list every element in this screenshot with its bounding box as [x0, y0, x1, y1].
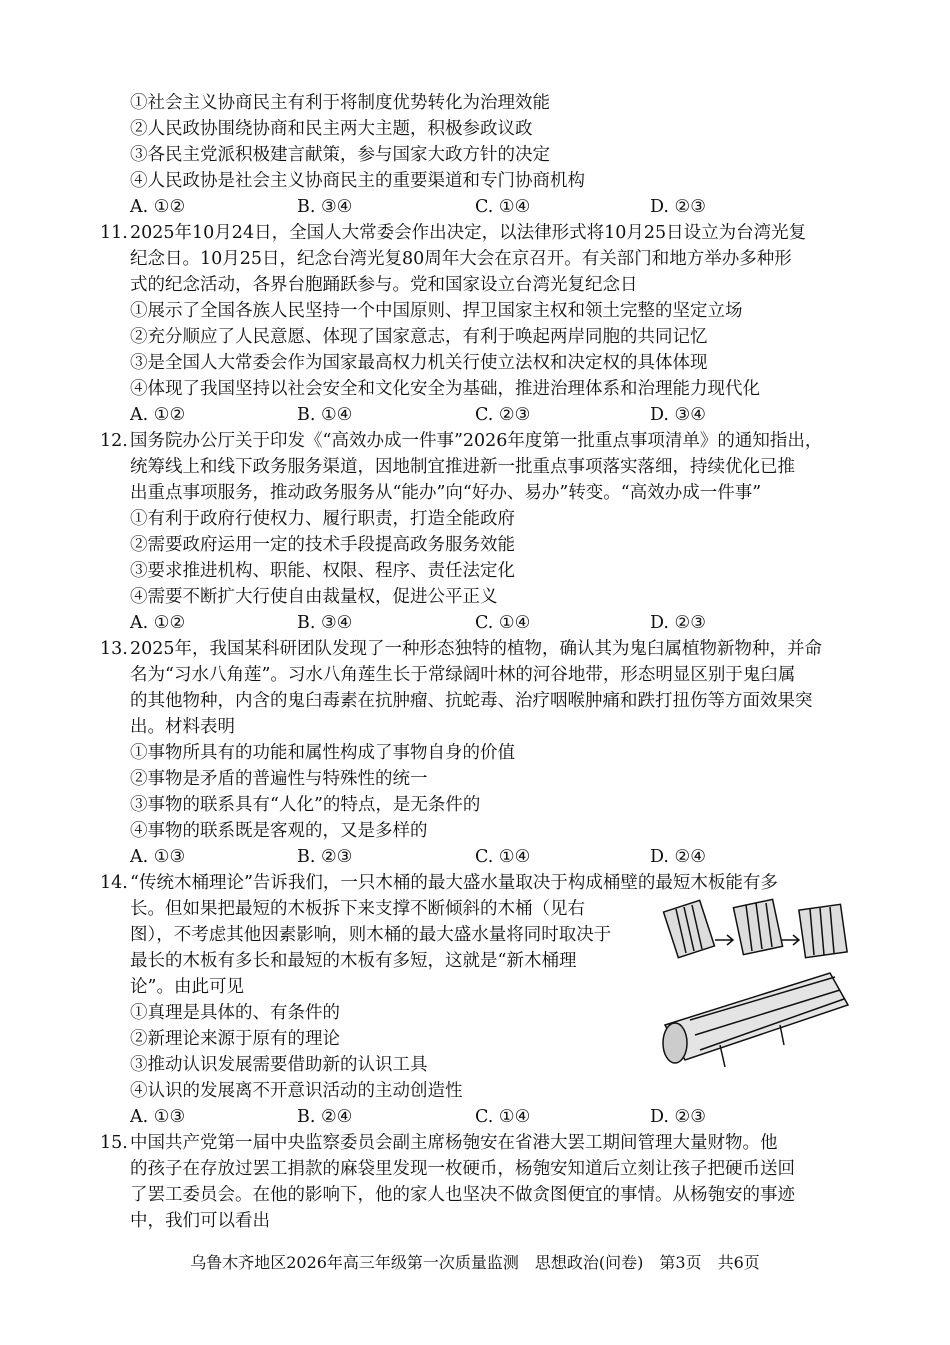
question-number: 12. [100, 431, 128, 451]
question-stem-line [100, 1130, 860, 1156]
option-b[interactable]: B. ②④ [297, 1107, 353, 1127]
question-stem-line [100, 636, 860, 662]
stem-text: 中国共产党第一届中央监察委员会副主席杨匏安在省港大罢工期间管理大量财物。他 [130, 1133, 778, 1153]
stem-text: 纪念日。10月25日，纪念台湾光复80周年大会在京召开。有关部门和地方举办多种形 [130, 249, 792, 269]
barrel-tilt-1 [664, 900, 715, 957]
option-d[interactable]: D. ②③ [650, 613, 706, 633]
statement: ④事物的联系既是客观的，又是多样的 [130, 821, 428, 841]
question-stem-line [100, 246, 860, 272]
stem-text: 出。材料表明 [130, 717, 235, 737]
question-number: 11. [100, 223, 128, 243]
answer-options [100, 610, 860, 636]
option-d[interactable]: D. ②③ [650, 1107, 706, 1127]
answer-options [100, 402, 860, 428]
question-stem-line [100, 1156, 860, 1182]
stem-text: 出重点事项服务，推动政务服务从“能办”向“好办、易办”转变。“高效办成一件事” [130, 483, 762, 503]
statement: ①有利于政府行使权力、履行职责，打造全能政府 [130, 509, 515, 529]
page-footer: 乌鲁木齐地区2026年高三年级第一次质量监测 思想政治(问卷) 第3页 共6页 [190, 1253, 760, 1272]
question-stem-line [100, 948, 650, 974]
answer-options [100, 844, 860, 870]
statement: ③是全国人大常委会作为国家最高权力机关行使立法权和决定权的具体体现 [130, 353, 708, 373]
option-a[interactable]: A. ①③ [130, 847, 186, 867]
stem-text: 了罢工委员会。在他的影响下，他的家人也坚决不做贪图便宜的事情。从杨匏安的事迹 [130, 1185, 795, 1205]
question-stem-line [100, 974, 650, 1000]
option-a[interactable]: A. ①③ [130, 1107, 186, 1127]
question-stem-line [100, 662, 860, 688]
option-c[interactable]: C. ②③ [475, 405, 531, 425]
question-number: 13. [100, 639, 128, 659]
question-stem-line [100, 922, 650, 948]
statement: ②新理论来源于原有的理论 [130, 1029, 340, 1049]
stem-text: 的其他物种，内含的鬼臼毒素在抗肿瘤、抗蛇毒、治疗咽喉肿痛和跌打扭伤等方面效果突 [130, 691, 813, 711]
arrow-icon [782, 935, 799, 945]
question-stem-line [100, 870, 860, 896]
barrel-tilt-2 [733, 899, 782, 954]
option-b[interactable]: B. ②③ [297, 847, 353, 867]
stem-text: 论”。由此可见 [130, 977, 244, 997]
statement: ④人民政协是社会主义协商民主的重要渠道和专门协商机构 [130, 171, 585, 191]
question-number: 14. [100, 873, 128, 893]
answer-options [100, 1104, 860, 1130]
statement: ①社会主义协商民主有利于将制度优势转化为治理效能 [130, 93, 550, 113]
barrel-large [663, 973, 848, 1067]
stem-text: 图），不考虑其他因素影响，则木桶的最大盛水量将同时取决于 [130, 925, 612, 945]
statement: ③各民主党派积极建言献策，参与国家大政方针的决定 [130, 145, 550, 165]
question-stem-line [100, 1182, 860, 1208]
option-b[interactable]: B. ③④ [297, 197, 353, 217]
statement: ①事物所具有的功能和属性构成了事物自身的价值 [130, 743, 515, 763]
stem-text: “传统木桶理论”告诉我们，一只木桶的最大盛水量取决于构成桶壁的最短木板能有多 [130, 873, 778, 893]
statement: ②需要政府运用一定的技术手段提高政务服务效能 [130, 535, 515, 555]
statement: ④认识的发展离不开意识活动的主动创造性 [130, 1081, 463, 1101]
stem-text: 统筹线上和线下政务服务渠道，因地制宜推进新一批重点事项落实落细，持续优化已推 [130, 457, 795, 477]
option-b[interactable]: B. ①④ [297, 405, 353, 425]
statement: ④体现了我国坚持以社会安全和文化安全为基础，推进治理体系和治理能力现代化 [130, 379, 760, 399]
option-d[interactable]: D. ③④ [650, 405, 706, 425]
option-d[interactable]: D. ②④ [650, 847, 706, 867]
question-stem-line [100, 454, 860, 480]
stem-text: 式的纪念活动，各界台胞踊跃参与。党和国家设立台湾光复纪念日 [130, 275, 638, 295]
stem-text: 名为“习水八角莲”。习水八角莲生长于常绿阔叶林的河谷地带，形态明显区别于鬼臼属 [130, 665, 796, 685]
statement: ③推动认识发展需要借助新的认识工具 [130, 1055, 428, 1075]
statement: ④需要不断扩大行使自由裁量权，促进公平正义 [130, 587, 498, 607]
barrel-tilt-3 [799, 904, 847, 957]
question-stem-line [100, 428, 860, 454]
option-c[interactable]: C. ①④ [475, 613, 531, 633]
option-c[interactable]: C. ①④ [475, 1107, 531, 1127]
option-d[interactable]: D. ②③ [650, 197, 706, 217]
option-c[interactable]: C. ①④ [475, 847, 531, 867]
statement: ②人民政协围绕协商和民主两大主题，积极参政议政 [130, 119, 533, 139]
option-b[interactable]: B. ③④ [297, 613, 353, 633]
question-number: 15. [100, 1133, 128, 1153]
statement: ①真理是具体的、有条件的 [130, 1003, 340, 1023]
question-stem-line [100, 220, 860, 246]
stem-text: 长。但如果把最短的木板拆下来支撑不断倾斜的木桶（见右 [130, 899, 585, 919]
option-c[interactable]: C. ①④ [475, 197, 531, 217]
stem-text: 2025年，我国某科研团队发现了一种形态独特的植物，确认其为鬼臼属植物新物种，并命 [130, 639, 823, 659]
question-stem-line [100, 714, 860, 740]
arrow-icon [715, 935, 733, 945]
option-a[interactable]: A. ①② [130, 405, 186, 425]
stem-text: 最长的木板有多长和最短的木板有多短，这就是“新木桶理 [130, 951, 577, 971]
option-a[interactable]: A. ①② [130, 197, 186, 217]
stem-text: 中，我们可以看出 [130, 1211, 270, 1231]
statement: ②充分顺应了人民意愿、体现了国家意志，有利于唤起两岸同胞的共同记忆 [130, 327, 708, 347]
question-stem-line [100, 688, 860, 714]
stem-text: 国务院办公厅关于印发《“高效办成一件事”2026年度第一批重点事项清单》的通知指出， [130, 431, 823, 451]
stem-text: 的孩子在存放过罢工捐款的麻袋里发现一枚硬币，杨匏安知道后立刻让孩子把硬币送回 [130, 1159, 795, 1179]
question-stem-line [100, 480, 860, 506]
statement: ①展示了全国各族人民坚持一个中国原则、捍卫国家主权和领土完整的坚定立场 [130, 301, 743, 321]
question-stem-line [100, 272, 860, 298]
statement: ②事物是矛盾的普遍性与特殊性的统一 [130, 769, 428, 789]
wooden-barrel-illustration [660, 895, 855, 1070]
statement: ③事物的联系具有“人化”的特点，是无条件的 [130, 795, 481, 815]
statement: ③要求推进机构、职能、权限、程序、责任法定化 [130, 561, 515, 581]
option-a[interactable]: A. ①② [130, 613, 186, 633]
question-stem-line [100, 896, 650, 922]
answer-options [100, 194, 860, 220]
question-stem-line [100, 1208, 860, 1234]
stem-text: 2025年10月24日，全国人大常委会作出决定，以法律形式将10月25日设立为台湾光复 [130, 223, 807, 243]
